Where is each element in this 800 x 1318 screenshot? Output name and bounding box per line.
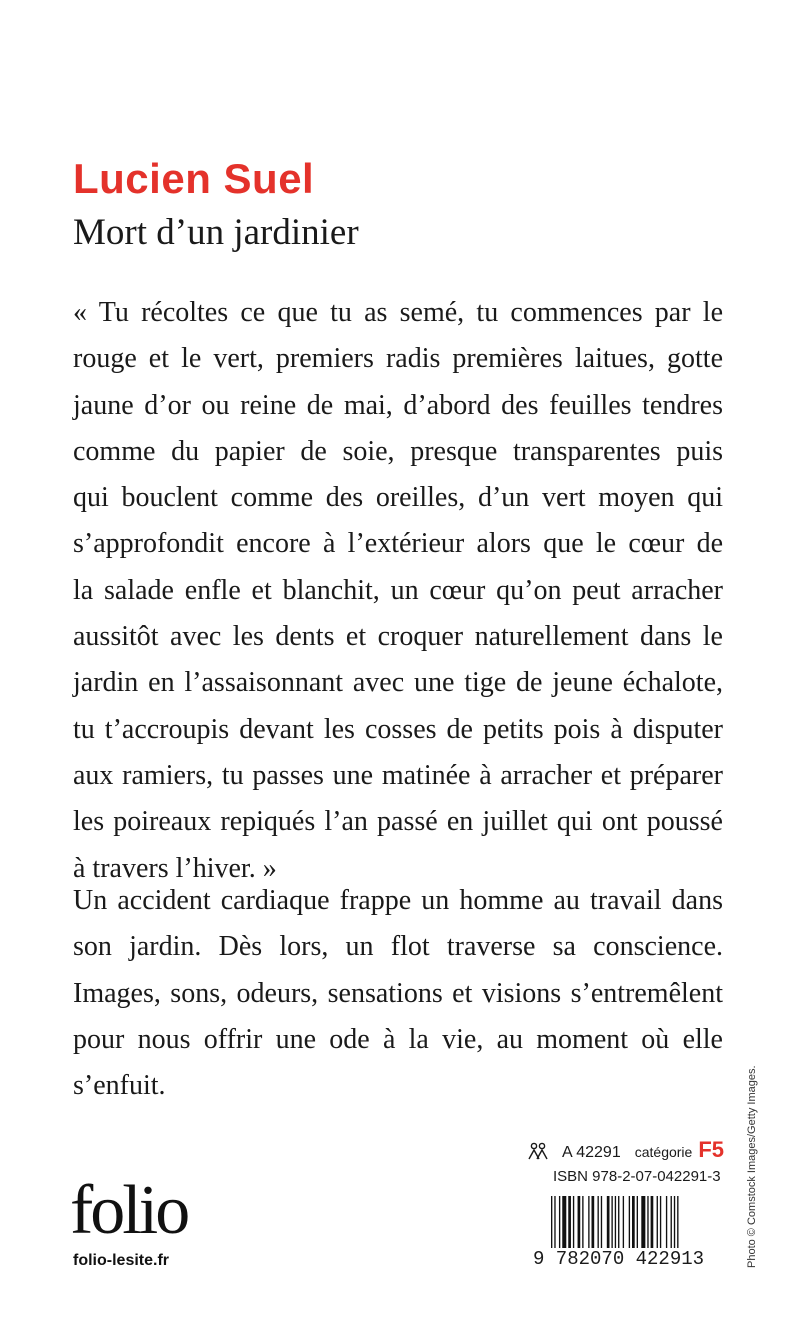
- barcode-bar: [588, 1196, 589, 1248]
- summary-line: Un accident cardiaque frappe un homme au travail dans: [73, 885, 723, 916]
- catalog-code: A 42291: [562, 1144, 621, 1161]
- barcode-bar: [641, 1196, 645, 1248]
- book-summary: [73, 878, 723, 1109]
- barcode-bar: [666, 1196, 667, 1248]
- summary-line: Images, sons, odeurs, sensations et visions s’entremêlent: [73, 977, 723, 1009]
- quote-line: qui bouclent comme des oreilles, d’un vert moyen qui: [73, 482, 723, 514]
- quote-line: jaune d’or ou reine de mai, d’abord des feuilles tendres: [73, 389, 723, 421]
- photo-credit: Photo © Comstock Images/Getty Images.: [746, 1065, 758, 1268]
- summary-line: son jardin. Dès lors, un flot traverse sa conscience.: [73, 931, 723, 963]
- quote-line: s’approfondit encore à l’extérieur alors que le cœur de: [73, 528, 723, 560]
- quote-line: « Tu récoltes ce que tu as semé, tu commences par le: [73, 297, 723, 328]
- barcode-bar: [611, 1196, 612, 1248]
- barcode-bar: [657, 1196, 658, 1248]
- price-category: F5: [698, 1137, 725, 1162]
- barcode-bar: [660, 1196, 661, 1248]
- barcode-bar: [592, 1196, 595, 1248]
- summary-line: pour nous offrir une ode à la vie, au moment où elle: [73, 1023, 723, 1055]
- quote-line: rouge et le vert, premiers radis premières laitues, gotte: [73, 343, 723, 375]
- quote-line: tu t’accroupis devant les cosses de petits pois à disputer: [73, 713, 723, 745]
- barcode-bar: [607, 1196, 610, 1248]
- barcode-bar: [632, 1196, 635, 1248]
- quote-line: comme du papier de soie, presque transparentes puis: [73, 435, 723, 467]
- author-name: Lucien Suel: [73, 155, 315, 202]
- category-label: catégorie: [634, 1144, 693, 1160]
- barcode-bar: [647, 1196, 648, 1248]
- folio-logo: folio: [70, 1172, 188, 1249]
- isbn-number: ISBN 978-2-07-042291-3: [553, 1168, 721, 1185]
- barcode-bar: [601, 1196, 602, 1248]
- barcode-bar: [651, 1196, 654, 1248]
- quote-line: aussitôt avec les dents et croquer naturellement dans le: [73, 621, 723, 653]
- barcode-bar: [598, 1196, 599, 1248]
- book-title: Mort d’un jardinier: [73, 212, 359, 253]
- barcode-bar: [618, 1196, 619, 1248]
- barcode-bar: [562, 1196, 566, 1248]
- publisher-website: folio-lesite.fr: [73, 1252, 170, 1269]
- excerpt-quote: [73, 290, 723, 892]
- barcode-digits: 9 782070 422913: [533, 1248, 705, 1270]
- summary-line: s’enfuit.: [73, 1070, 166, 1102]
- barcode-bar: [573, 1196, 574, 1248]
- barcode-bar: [578, 1196, 581, 1248]
- catalog-row: [528, 1137, 724, 1163]
- barcode-bar: [677, 1196, 678, 1248]
- quote-line: aux ramiers, tu passes une matinée à arracher et préparer: [73, 759, 723, 791]
- barcode-bar: [554, 1196, 555, 1248]
- quote-line: à travers l’hiver. »: [73, 852, 277, 884]
- barcode-bar: [551, 1196, 552, 1248]
- barcode-bar: [637, 1196, 638, 1248]
- barcode-bar: [671, 1196, 672, 1248]
- barcode-bar: [615, 1196, 616, 1248]
- barcode: [551, 1196, 727, 1248]
- quote-line: les poireaux repiqués l’an passé en juillet qui ont poussé: [73, 806, 723, 838]
- quote-line: jardin en l’assaisonnant avec une tige de jeune échalote,: [73, 667, 723, 699]
- quote-line: la salade enfle et blanchit, un cœur qu’on peut arracher: [73, 574, 723, 606]
- barcode-bar: [568, 1196, 571, 1248]
- barcode-bar: [582, 1196, 583, 1248]
- barcode-bar: [623, 1196, 624, 1248]
- barcode-bar: [629, 1196, 630, 1248]
- people-icon: [528, 1142, 548, 1160]
- barcode-bar: [559, 1196, 560, 1248]
- barcode-bar: [674, 1196, 675, 1248]
